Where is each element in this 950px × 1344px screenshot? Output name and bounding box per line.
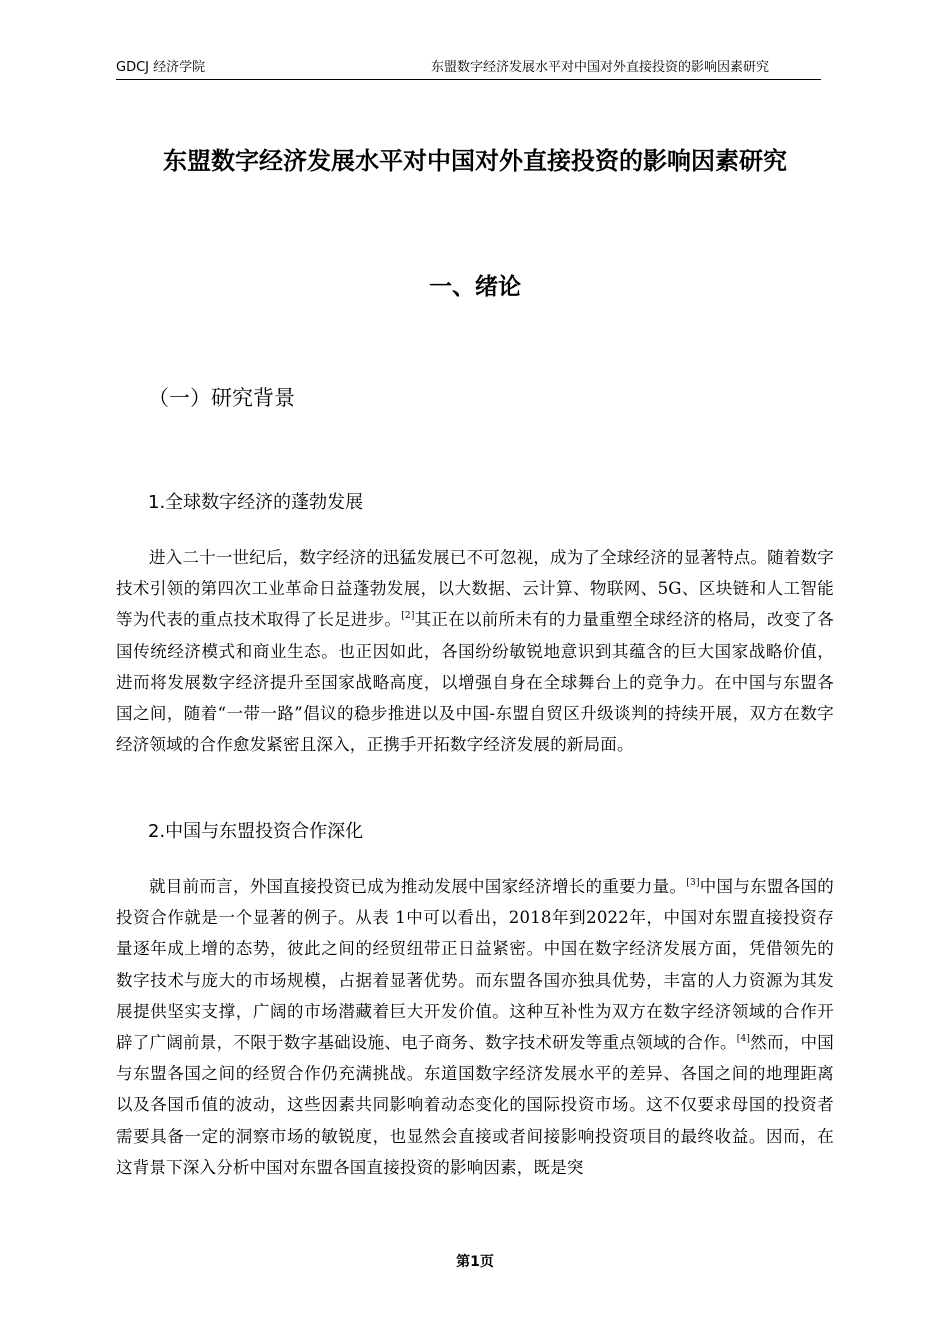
body-paragraph-2	[116, 871, 834, 1183]
citation-marker: [3]	[686, 878, 700, 888]
paragraph-text: 其正在以前所未有的力量重塑全球经济的格局，改变了各国传统经济模式和商业生态。也正因如此，各国纷纷敏锐地意识到其蕴含的巨大国家战略价值，进而将发展数字经济提升至国家战略高度，以增强自身在全球舞台上的竞争力。在中国与东盟各国之间，随着“一带一路”倡议的稳步推进以及中国-东盟自贸区升级谈判的持续开展，双方在数字经济领域的合作愈发紧密且深入，正携手开拓数字经济发展的新局面。	[116, 610, 835, 755]
subsection-heading-1: 1.全球数字经济的蓬勃发展	[148, 492, 364, 513]
paragraph-text: 中国与东盟各国的投资合作就是一个显著的例子。从表 1中可以看出，2018年到2022年，中国对东盟直接投资存量逐年成上增的态势，彼此之间的经贸纽带正日益紧密。中国在数字经济发展方面，凭借领先的数字技术与庞大的市场规模，占据着显著优势。而东盟各国亦独具优势，丰富的人力资源为其发展提供坚实支撑，广阔的市场潜藏着巨大开发价值。这种互补性为双方在数字经济领域的合作开辟了广阔前景，不限于数字基础设施、电子商务、数字技术研发等重点领域的合作。	[116, 877, 834, 1053]
running-header	[116, 59, 821, 80]
header-institution: GDCJ 经济学院	[116, 60, 206, 75]
paragraph-text: 然而，中国与东盟各国之间的经贸合作仍充满挑战。东道国数字经济发展水平的差异、各国之间的地理距离以及各国币值的波动，这些因素共同影响着动态变化的国际投资市场。这不仅要求母国的投资者需要具备一定的洞察市场的敏锐度，也显然会直接或者间接影响投资项目的最终收益。因而，在这背景下深入分析中国对东盟各国直接投资的影响因素，既是突	[116, 1033, 834, 1177]
chapter-heading: 一、绪论	[429, 274, 521, 300]
citation-marker: [2]	[401, 611, 415, 622]
paragraph-text: 进入二十一世纪后，数字经济的迅猛发展已不可忽视，成为了全球经济的显著特点。随着数字技术引领的第四次工业革命日益蓬勃发展，以大数据、云计算、物联网、5G、区块链和人工智能等为代表的重点技术取得了长足进步。	[116, 548, 834, 630]
body-paragraph-1	[116, 542, 834, 760]
paper-title: 东盟数字经济发展水平对中国对外直接投资的影响因素研究	[163, 147, 787, 175]
page-number: 第1页	[456, 1254, 494, 1270]
header-paper-title: 东盟数字经济发展水平对中国对外直接投资的影响因素研究	[430, 60, 769, 75]
section-heading: （一）研究背景	[148, 386, 295, 410]
citation-marker: [4]	[736, 1034, 751, 1045]
subsection-heading-2: 2.中国与东盟投资合作深化	[148, 821, 364, 842]
paragraph-text: 就目前而言，外国直接投资已成为推动发展中国家经济增长的重要力量。	[149, 877, 687, 896]
